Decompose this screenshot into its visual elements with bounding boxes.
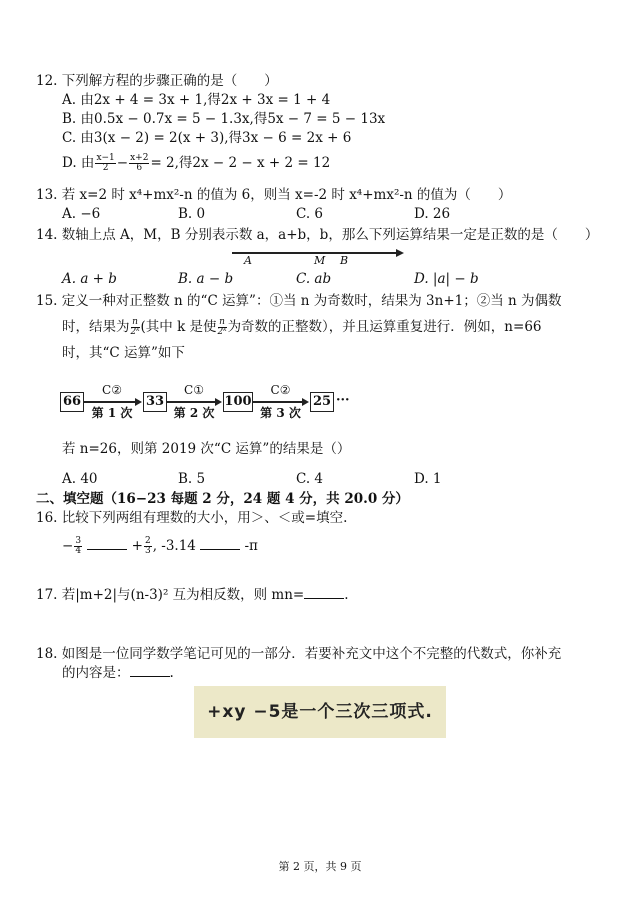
point-a-label: A	[244, 254, 252, 267]
q12-stem: 12. 下列解方程的步骤正确的是（ ）	[36, 73, 278, 89]
q18-line-2: 的内容是： .	[62, 665, 174, 681]
flow-box: 33	[143, 392, 167, 412]
q12-option-a: A. 由2x + 4 = 3x + 1,得2x + 3x = 1 + 4	[62, 92, 331, 108]
point-m-label: M	[314, 254, 326, 267]
fraction: $\frac{3}{4}$	[75, 536, 82, 556]
q13-stem: 13. 若 x=2 时 x⁴+mx²-n 的值为 6，则当 x=-2 时 x⁴+mx²-n 的值为（ ）	[36, 187, 512, 203]
flow-step-count: 第 1 次	[91, 406, 133, 420]
q12-option-c: C. 由3(x − 2) = 2(x + 3),得3x − 6 = 2x + 6	[62, 130, 352, 146]
q17-stem: 17. 若|m+2|与(n-3)² 互为相反数，则 mn= .	[36, 587, 349, 603]
flow-arrow-line	[167, 401, 217, 403]
number-line	[232, 248, 404, 270]
q13-option-a: A. −6	[62, 206, 101, 222]
q14-option-d: D. |a| − b	[414, 271, 479, 287]
q15-line-2: 时，结果为 $\frac{n}{\text{2ᵏ}}$ (其中 k 是使 $\frac{n}{\text{2ᵏ}}$ 为奇数的正整数），并且运算重复进行．例如，n=66	[62, 317, 542, 337]
q15-option-b: B. 5	[178, 471, 206, 487]
fraction: $\frac{n}{\text{2ᵏ}}$	[217, 317, 227, 337]
flow-step-label: C①	[184, 383, 204, 397]
q15-line-3: 时，其“C 运算”如下	[62, 345, 185, 361]
flow-step-count: 第 2 次	[173, 406, 215, 420]
q18-line-1: 18. 如图是一位同学数学笔记可见的一部分．若要补充文中这个不完整的代数式，你补充	[36, 646, 562, 662]
q15-option-a: A. 40	[62, 471, 98, 487]
answer-blank[interactable]	[304, 586, 344, 599]
q14-stem: 14. 数轴上点 A，M，B 分别表示数 a，a+b，b，那么下列运算结果一定是正数的是（ ）	[36, 227, 599, 243]
q16-stem: 16. 比较下列两组有理数的大小，用＞、＜或=填空.	[36, 510, 348, 526]
page-footer: 第 2 页，共 9 页	[278, 860, 362, 873]
flow-box: 25	[310, 392, 334, 412]
flow-arrow-line	[253, 401, 304, 403]
fraction: $\frac{x-1}{2}$	[96, 153, 115, 173]
q14-option-b: B. a − b	[178, 271, 234, 287]
flow-arrow-line	[84, 401, 136, 403]
q15-line-1: 15. 定义一种对正整数 n 的“C 运算”：①当 n 为奇数时，结果为 3n+1；②当 n 为偶数	[36, 293, 562, 309]
flow-step-label: C②	[102, 383, 122, 397]
q15-option-c: C. 4	[296, 471, 324, 487]
q12-option-d: D. 由 $\frac{x-1}{2}$ − $\frac{x+2}{6}$ = 2,得2x − 2 − x + 2 = 12	[62, 153, 331, 173]
answer-blank[interactable]	[87, 537, 127, 550]
q16-blanks: − $\frac{3}{4}$ + $\frac{2}{3}$ , -3.14 -π	[62, 536, 258, 556]
flow-box: 66	[60, 392, 84, 412]
answer-blank[interactable]	[200, 537, 240, 550]
flow-box: 100	[223, 392, 253, 412]
q13-option-d: D. 26	[414, 206, 451, 222]
section-heading: 二、填空题（16−23 每题 2 分，24 题 4 分，共 20.0 分）	[36, 491, 409, 507]
q15-option-d: D. 1	[414, 471, 442, 487]
flow-step-label: C②	[270, 383, 291, 397]
q12-option-b: B. 由0.5x − 0.7x = 5 − 1.3x,得5x − 7 = 5 − 13x	[62, 111, 386, 127]
q13-option-b: B. 0	[178, 206, 206, 222]
answer-blank[interactable]	[130, 664, 170, 677]
number-line-arrow-icon	[396, 249, 404, 257]
q15-question: 若 n=26，则第 2019 次“C 运算”的结果是（）	[62, 441, 351, 457]
fraction: $\frac{n}{\text{2ᵏ}}$	[130, 317, 140, 337]
flow-ellipsis: ···	[336, 393, 350, 408]
q14-option-a: A. a + b	[62, 271, 117, 287]
point-b-label: B	[340, 254, 349, 267]
q13-option-c: C. 6	[296, 206, 324, 222]
q14-option-c: C. ab	[296, 271, 332, 287]
fraction: $\frac{2}{3}$	[144, 536, 151, 556]
handwritten-note-image: +xy −5是一个三次三项式.	[194, 686, 446, 738]
flow-step-count: 第 3 次	[260, 406, 301, 420]
fraction: $\frac{x+2}{6}$	[130, 153, 149, 173]
